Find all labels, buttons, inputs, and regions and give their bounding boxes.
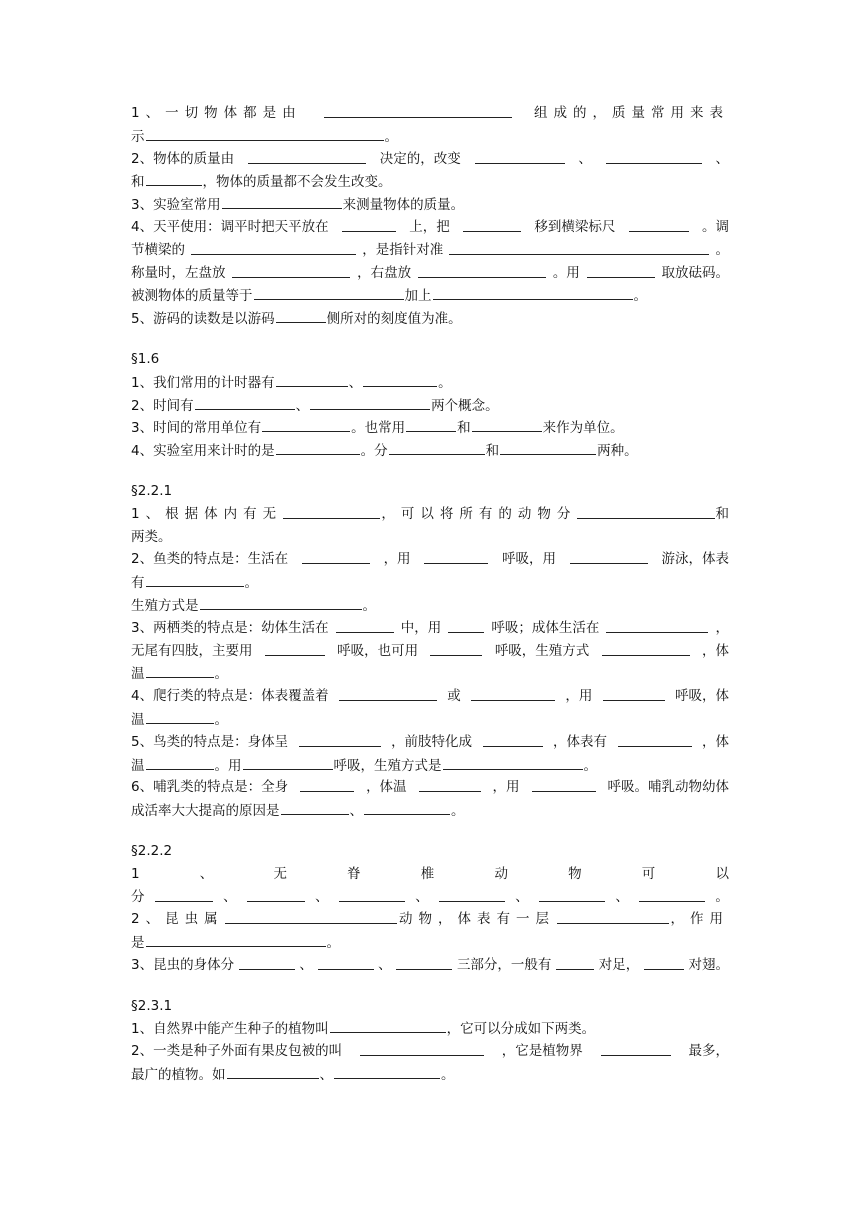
answer-blank[interactable]: [239, 954, 295, 970]
s4-line-2: [131, 886, 729, 909]
text: 组成的，质量常用来表: [534, 105, 729, 121]
text: ，: [715, 619, 729, 636]
answer-blank[interactable]: [330, 1017, 446, 1033]
text: 2、昆虫属: [131, 911, 224, 928]
text: 3、两栖类的特点是：幼体生活在: [131, 619, 329, 636]
text: ，体表有: [553, 733, 608, 750]
text: 4、实验室用来计时的是: [131, 443, 275, 460]
s2-line-2: [131, 394, 729, 417]
section-title-2-3-1: §2.3.1: [131, 997, 173, 1014]
answer-blank[interactable]: [363, 371, 437, 387]
answer-blank[interactable]: [276, 371, 348, 387]
text: 2、鱼类的特点是：生活在: [131, 551, 289, 568]
text: ，它可以分成如下两类。: [446, 1021, 596, 1038]
text: 无: [273, 865, 287, 882]
answer-blank[interactable]: [532, 776, 596, 792]
text: 、: [319, 1067, 333, 1084]
text: 取放砝码。: [661, 264, 729, 281]
text: ，物体的质量都不会发生改变。: [202, 174, 392, 191]
answer-blank[interactable]: [483, 731, 543, 747]
answer-blank[interactable]: [247, 886, 305, 902]
text: 可: [641, 865, 656, 882]
text: 示: [131, 128, 145, 145]
text: 、: [578, 150, 592, 167]
text: 2、时间有: [131, 397, 194, 414]
s3-line-10: [131, 708, 729, 731]
s3-line-2: 两类。: [131, 528, 172, 545]
answer-blank[interactable]: [324, 102, 512, 118]
answer-blank[interactable]: [472, 416, 542, 432]
answer-blank[interactable]: [587, 262, 655, 278]
text: ，右盘放: [357, 264, 412, 281]
text: 呼吸，体: [674, 688, 729, 705]
text: 1、我们常用的计时器有: [131, 374, 275, 391]
text: 被测物体的质量等于: [131, 288, 253, 305]
text: 温: [131, 711, 145, 728]
text: 3、昆虫的身体分: [131, 956, 235, 973]
text: ，体: [702, 733, 729, 750]
answer-blank[interactable]: [265, 640, 325, 656]
text: 、: [715, 150, 729, 167]
answer-blank[interactable]: [430, 640, 482, 656]
text: 温: [131, 666, 145, 683]
answer-blank[interactable]: [200, 594, 362, 610]
answer-blank[interactable]: [629, 216, 689, 232]
text: 有: [131, 575, 145, 592]
s4-line-1: [131, 863, 729, 886]
s1-line-4: [131, 170, 729, 193]
text: 。: [214, 666, 228, 683]
text: 、: [415, 888, 429, 905]
text: ，是指针对准: [362, 241, 444, 258]
answer-blank[interactable]: [299, 731, 381, 747]
text: 和: [131, 174, 145, 191]
answer-blank[interactable]: [602, 640, 690, 656]
s5-line-1: [131, 1017, 729, 1040]
text: 椎: [420, 865, 435, 882]
text: ，体温: [366, 779, 407, 796]
text: 脊: [347, 865, 361, 882]
text: 、: [615, 888, 629, 905]
answer-blank[interactable]: [146, 754, 214, 770]
answer-blank[interactable]: [248, 148, 366, 164]
worksheet-page: [131, 102, 729, 1086]
text: 加上: [404, 288, 432, 305]
answer-blank[interactable]: [146, 708, 214, 724]
text: 。: [362, 597, 376, 614]
text: 呼吸，用: [502, 551, 557, 568]
s1-line-5: [131, 193, 729, 216]
text: 分: [131, 888, 145, 905]
s2-line-4: [131, 439, 729, 462]
text: 动物，体表有一层: [399, 911, 556, 928]
answer-blank[interactable]: [281, 799, 349, 815]
s5-line-3: [131, 1063, 729, 1086]
text: 物: [568, 865, 582, 882]
answer-blank[interactable]: [601, 1040, 671, 1056]
text: 2、一类是种子外面有果皮包被的叫: [131, 1043, 343, 1060]
answer-blank[interactable]: [276, 439, 360, 455]
answer-blank[interactable]: [449, 239, 709, 255]
answer-blank[interactable]: [342, 216, 396, 232]
s1-line-3: [131, 148, 729, 171]
answer-blank[interactable]: [419, 776, 481, 792]
answer-blank[interactable]: [300, 776, 354, 792]
text: 中，用: [400, 619, 442, 636]
s3-line-6: [131, 617, 729, 640]
text: 3、时间的常用单位有: [131, 420, 262, 437]
answer-blank[interactable]: [146, 170, 202, 186]
s4-line-3: [131, 908, 729, 931]
answer-blank[interactable]: [334, 1063, 440, 1079]
answer-blank[interactable]: [276, 307, 326, 323]
text: 呼吸；成体生活在: [491, 619, 600, 636]
text: 、: [378, 956, 392, 973]
answer-blank[interactable]: [232, 262, 350, 278]
text: 1、自然界中能产生种子的植物叫: [131, 1021, 329, 1038]
s4-line-4: [131, 931, 729, 954]
text: 成活率大大提高的原因是: [131, 803, 280, 820]
text: 或: [447, 688, 461, 705]
answer-blank[interactable]: [556, 954, 594, 970]
text: 。用: [214, 757, 242, 774]
text: 侧所对的刻度值为准。: [326, 311, 462, 328]
text: 称量时，左盘放: [131, 264, 226, 281]
text: 。也常用: [351, 420, 406, 437]
s3-line-8: [131, 662, 729, 685]
text: 、: [349, 803, 363, 820]
text: 动: [494, 865, 508, 882]
text: 。: [244, 575, 258, 592]
text: 游泳，体表: [661, 551, 729, 568]
answer-blank[interactable]: [318, 954, 374, 970]
answer-blank[interactable]: [396, 954, 452, 970]
s1-line-2: [131, 125, 729, 148]
s1-line-7: [131, 239, 729, 262]
answer-blank[interactable]: [195, 394, 295, 410]
answer-blank[interactable]: [471, 685, 555, 701]
s4-line-5: [131, 954, 729, 977]
s3-line-7: [131, 640, 729, 663]
text: 、: [223, 888, 237, 905]
answer-blank[interactable]: [606, 148, 702, 164]
s3-line-5: [131, 594, 729, 617]
text: ，用: [383, 551, 411, 568]
text: 1、一切物体都是由: [131, 105, 302, 121]
s3-line-1: [131, 503, 729, 526]
text: 。: [715, 888, 729, 905]
s3-line-14: [131, 799, 729, 822]
text: 。: [214, 711, 228, 728]
text: 呼吸，生殖方式: [494, 642, 590, 659]
answer-blank[interactable]: [254, 284, 404, 300]
answer-blank[interactable]: [443, 754, 583, 770]
s2-line-3: [131, 416, 729, 439]
s3-line-4: [131, 571, 729, 594]
text: 来作为单位。: [542, 420, 624, 437]
text: 。调: [701, 218, 729, 235]
text: 是: [131, 935, 145, 952]
text: 、: [299, 956, 313, 973]
text: 两种。: [597, 443, 638, 460]
text: 对翅。: [688, 956, 729, 973]
answer-blank[interactable]: [389, 439, 485, 455]
answer-blank[interactable]: [644, 954, 684, 970]
text: 5、鸟类的特点是：身体呈: [131, 733, 289, 750]
answer-blank[interactable]: [146, 571, 244, 587]
text: 1、根据体内有无: [131, 505, 283, 522]
answer-blank[interactable]: [243, 754, 333, 770]
text: 5、游码的读数是以游码: [131, 311, 275, 328]
text: ，作用: [670, 911, 729, 928]
answer-blank[interactable]: [606, 617, 708, 633]
s3-line-11: [131, 731, 729, 754]
text: 。: [715, 241, 729, 258]
text: ，前肢特化成: [391, 733, 473, 750]
text: 三部分，一般有: [456, 956, 552, 973]
text: 。: [583, 757, 597, 774]
text: 呼吸。哺乳动物幼体: [607, 779, 729, 796]
text: 节横梁的: [131, 241, 185, 258]
answer-blank[interactable]: [155, 886, 213, 902]
answer-blank[interactable]: [222, 193, 342, 209]
s3-line-12: [131, 754, 729, 777]
text: 来测量物体的质量。: [342, 197, 465, 214]
text: 和: [715, 505, 729, 522]
answer-blank[interactable]: [146, 125, 384, 141]
section-title-1-6: §1.6: [131, 350, 160, 367]
s3-line-9: [131, 685, 729, 708]
text: 、: [315, 888, 329, 905]
answer-blank[interactable]: [557, 908, 669, 924]
answer-blank[interactable]: [310, 394, 430, 410]
answer-blank[interactable]: [225, 908, 397, 924]
text: 温: [131, 757, 145, 774]
answer-blank[interactable]: [191, 239, 356, 255]
text: 两个概念。: [431, 397, 499, 414]
section-title-2-2-1: §2.2.1: [131, 482, 173, 499]
answer-blank[interactable]: [439, 886, 505, 902]
answer-blank[interactable]: [146, 931, 326, 947]
text: ，用: [492, 779, 520, 796]
text: 呼吸，也可用: [337, 642, 419, 659]
text: 、: [515, 888, 529, 905]
text: 决定的，改变: [379, 150, 461, 167]
answer-blank[interactable]: [539, 886, 605, 902]
text: 上，把: [409, 218, 450, 235]
text: 、: [348, 374, 363, 391]
text: ，体: [701, 642, 729, 659]
s1-line-9: [131, 284, 729, 307]
text: 最多，: [688, 1043, 729, 1060]
text: 对足，: [598, 956, 640, 973]
answer-blank[interactable]: [360, 1040, 484, 1056]
text: 。: [438, 374, 452, 391]
text: 、: [295, 397, 310, 414]
text: 、: [199, 865, 214, 882]
s1-line-1: [131, 102, 729, 125]
text: 6、哺乳类的特点是：全身: [131, 779, 289, 796]
answer-blank[interactable]: [639, 886, 705, 902]
s1-line-8: [131, 262, 729, 285]
answer-blank[interactable]: [283, 503, 380, 519]
answer-blank[interactable]: [406, 416, 456, 432]
answer-blank[interactable]: [339, 886, 405, 902]
answer-blank[interactable]: [336, 617, 394, 633]
text: 。分: [360, 443, 388, 460]
text: 移到横梁标尺: [534, 218, 616, 235]
answer-blank[interactable]: [339, 685, 437, 701]
text: 。用: [552, 264, 580, 281]
text: ，可以将所有的动物分: [381, 505, 577, 522]
text: 和: [457, 420, 471, 437]
answer-blank[interactable]: [424, 548, 488, 564]
s2-line-1: [131, 371, 729, 394]
section-title-2-2-2: §2.2.2: [131, 842, 173, 859]
text: 。: [441, 1067, 455, 1084]
s3-line-3: [131, 548, 729, 571]
text: 4、爬行类的特点是：体表覆盖着: [131, 688, 329, 705]
answer-blank[interactable]: [463, 216, 521, 232]
s1-line-6: [131, 216, 729, 239]
s5-line-2: [131, 1040, 729, 1063]
answer-blank[interactable]: [570, 548, 648, 564]
text: 。: [384, 128, 398, 145]
answer-blank[interactable]: [433, 284, 633, 300]
answer-blank[interactable]: [603, 685, 665, 701]
answer-blank[interactable]: [364, 799, 450, 815]
answer-blank[interactable]: [448, 617, 484, 633]
text: 2、物体的质量由: [131, 150, 235, 167]
answer-blank[interactable]: [146, 662, 214, 678]
text: 。: [451, 803, 465, 820]
answer-blank[interactable]: [227, 1063, 319, 1079]
s3-line-13: [131, 776, 729, 799]
text: 最广的植物。如: [131, 1067, 226, 1084]
text: ，用: [565, 688, 593, 705]
answer-blank[interactable]: [618, 731, 692, 747]
answer-blank[interactable]: [418, 262, 546, 278]
text: 。: [326, 935, 340, 952]
answer-blank[interactable]: [475, 148, 565, 164]
answer-blank[interactable]: [262, 416, 350, 432]
answer-blank[interactable]: [577, 503, 714, 519]
text: 1: [131, 865, 140, 882]
s1-line-10: [131, 307, 729, 330]
text: 无尾有四肢，主要用: [131, 642, 253, 659]
text: 和: [485, 443, 500, 460]
text: ，它是植物界: [501, 1043, 583, 1060]
text: 。: [633, 288, 647, 305]
answer-blank[interactable]: [500, 439, 596, 455]
text: 生殖方式是: [131, 597, 199, 614]
text: 4、天平使用：调平时把天平放在: [131, 218, 329, 235]
text: 呼吸，生殖方式是: [333, 757, 442, 774]
text: 3、实验室常用: [131, 197, 221, 214]
answer-blank[interactable]: [302, 548, 370, 564]
text: 以: [715, 865, 729, 882]
